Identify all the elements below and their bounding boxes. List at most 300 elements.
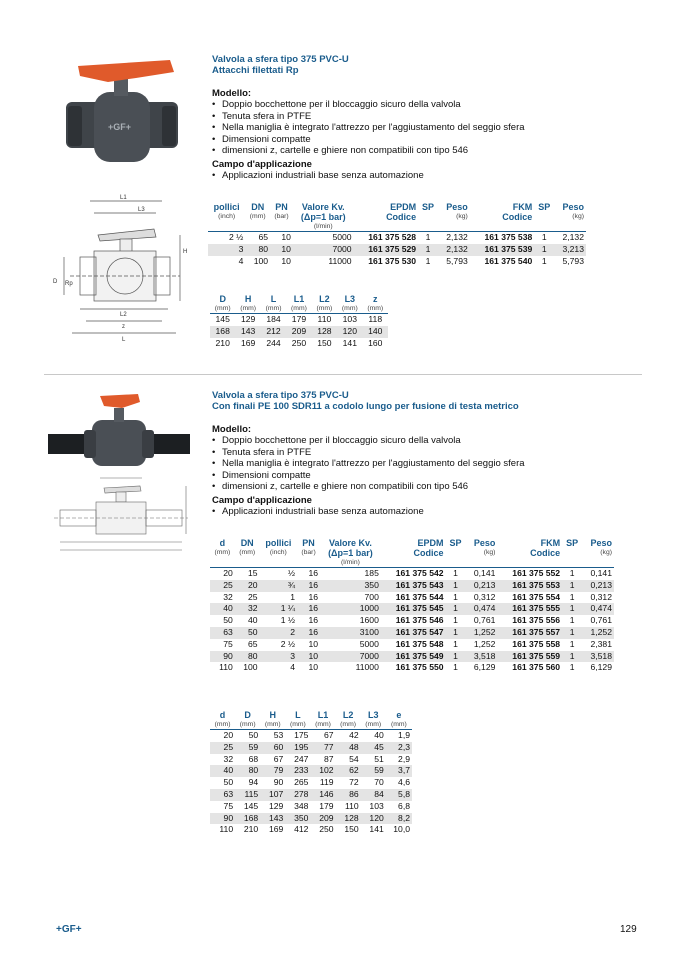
cell: 4 bbox=[238, 255, 244, 266]
col-header: Codice bbox=[413, 548, 444, 558]
cell: 1 ½ bbox=[280, 615, 296, 626]
col-header: D bbox=[219, 294, 226, 304]
cell: 2,381 bbox=[590, 638, 612, 649]
col-unit: (mm) bbox=[285, 720, 310, 730]
cell: 8,2 bbox=[386, 813, 412, 825]
cell: 90 bbox=[210, 813, 235, 825]
cell: 210 bbox=[215, 337, 230, 348]
label-l3: L3 bbox=[138, 207, 145, 213]
col-header: SP bbox=[449, 538, 462, 548]
col-unit: (mm) bbox=[336, 720, 361, 730]
cell: 1 bbox=[562, 651, 582, 663]
cell: 3 bbox=[260, 651, 297, 663]
section-title: Valvola a sfera tipo 375 PVC-U bbox=[212, 54, 349, 65]
cell: 86 bbox=[336, 789, 361, 801]
table-row bbox=[210, 824, 412, 836]
col-header: e bbox=[396, 710, 402, 720]
dimensions-table bbox=[210, 294, 388, 349]
cell: 1 bbox=[569, 662, 575, 673]
cell: 128 bbox=[336, 813, 361, 825]
cell: 161 375 550 bbox=[395, 662, 444, 673]
cell: 90 bbox=[210, 651, 235, 663]
section-subtitle: Attacchi filettati Rp bbox=[212, 65, 299, 76]
cell: 120 bbox=[361, 813, 386, 825]
col-unit: (kg) bbox=[572, 213, 584, 220]
valve-photo bbox=[58, 54, 188, 172]
label-d: D bbox=[53, 279, 58, 285]
cell: 84 bbox=[361, 789, 386, 801]
section-title: Valvola a sfera tipo 375 PVC-U bbox=[212, 390, 349, 401]
cell: 32 bbox=[235, 603, 260, 615]
col-unit: (mm) bbox=[310, 720, 335, 730]
col-unit: (mm) bbox=[210, 720, 235, 730]
cell: 1 bbox=[569, 638, 575, 649]
section-subtitle: Con finali PE 100 SDR11 a codolo lungo per fusione di testa metrico bbox=[212, 401, 519, 412]
cell: 4 bbox=[290, 662, 296, 673]
cell: 65 bbox=[248, 638, 258, 649]
cell: 128 bbox=[312, 326, 337, 338]
col-unit: (mm) bbox=[363, 304, 388, 314]
valve-photo bbox=[44, 390, 194, 472]
col-header: D bbox=[244, 710, 251, 720]
label-l: L bbox=[122, 337, 126, 343]
cell: 161 375 547 bbox=[381, 627, 446, 639]
cell: 2 bbox=[260, 627, 297, 639]
cell: 2,132 bbox=[446, 232, 468, 242]
cell: 10 bbox=[308, 662, 318, 673]
cell: 278 bbox=[285, 789, 310, 801]
cell: 20 bbox=[223, 730, 234, 740]
cell: 16 bbox=[308, 615, 318, 626]
col-header: EPDM bbox=[417, 538, 444, 548]
brand-logo: +GF+ bbox=[56, 924, 82, 935]
cell: 1 bbox=[541, 255, 547, 266]
table-row bbox=[210, 639, 614, 651]
cell: 107 bbox=[260, 789, 285, 801]
cell: 0,213 bbox=[582, 580, 614, 592]
cell: 40 bbox=[210, 603, 235, 615]
col-header: FKM bbox=[540, 538, 561, 548]
cell: 7000 bbox=[293, 244, 354, 256]
cell: 40 bbox=[248, 615, 258, 626]
cell: 50 bbox=[248, 730, 259, 740]
cell: 161 375 530 bbox=[368, 255, 417, 266]
cell: 161 375 555 bbox=[497, 603, 562, 615]
cell: 11000 bbox=[328, 255, 352, 266]
col-unit: (mm) bbox=[260, 720, 285, 730]
cell: 16 bbox=[297, 603, 320, 615]
col-header: L3 bbox=[344, 294, 356, 304]
cell: 1,252 bbox=[473, 638, 496, 649]
cell: 161 375 545 bbox=[381, 603, 446, 615]
cell: 168 bbox=[210, 326, 235, 338]
cell: 48 bbox=[336, 742, 361, 754]
col-header: PN bbox=[302, 538, 315, 548]
cell: 3100 bbox=[320, 627, 381, 639]
list-item: • Nella maniglia è integrato l'attrezzo per l'aggiustamento del seggio sfera bbox=[212, 458, 652, 470]
table-row bbox=[210, 742, 412, 754]
cell: 50 bbox=[223, 615, 233, 626]
cell: 1 bbox=[541, 232, 547, 242]
cell: 32 bbox=[223, 591, 233, 602]
codes-table bbox=[208, 202, 586, 267]
campo-list bbox=[212, 506, 652, 518]
list-item: • Dimensioni compatte bbox=[212, 470, 652, 482]
cell: 16 bbox=[308, 591, 318, 602]
col-header: L1 bbox=[293, 294, 305, 304]
cell: 2,132 bbox=[438, 244, 470, 256]
cell: 77 bbox=[310, 742, 335, 754]
cell: 150 bbox=[344, 824, 359, 835]
cell: 350 bbox=[285, 813, 310, 825]
cell: 129 bbox=[268, 800, 284, 811]
cell: 161 375 542 bbox=[395, 568, 444, 578]
cell: 6,129 bbox=[590, 662, 612, 673]
col-header: SP bbox=[566, 538, 579, 548]
table-row bbox=[208, 244, 586, 256]
modello-heading: Modello: bbox=[212, 88, 252, 99]
cell: 2,3 bbox=[386, 742, 412, 754]
cell: 179 bbox=[291, 314, 307, 324]
cell: 110 bbox=[219, 662, 233, 673]
col-header: (Δp=1 bar) bbox=[328, 548, 373, 558]
col-header: d bbox=[219, 538, 226, 548]
cell: 3,518 bbox=[582, 651, 614, 663]
modello-list bbox=[212, 435, 652, 493]
col-header: Codice bbox=[530, 548, 561, 558]
list-item: • Doppio bocchettone per il bloccaggio sicuro della valvola bbox=[212, 99, 652, 111]
cell: 118 bbox=[368, 314, 383, 324]
cell: 1,252 bbox=[466, 627, 498, 639]
cell: 16 bbox=[297, 580, 320, 592]
cell: 161 375 558 bbox=[512, 638, 561, 649]
col-unit: (kg) bbox=[456, 213, 468, 220]
cell: 161 375 559 bbox=[497, 651, 562, 663]
col-unit: (mm) bbox=[312, 304, 337, 314]
table-row bbox=[210, 580, 614, 592]
table-row bbox=[210, 314, 388, 326]
table-row bbox=[210, 765, 412, 777]
label-z: z bbox=[122, 324, 125, 330]
section-divider bbox=[44, 374, 642, 375]
cell: 1000 bbox=[320, 603, 381, 615]
cell: 5000 bbox=[332, 232, 352, 242]
col-unit: (kg) bbox=[483, 549, 496, 556]
cell: 160 bbox=[368, 337, 383, 348]
cell: 1 bbox=[453, 615, 458, 626]
col-unit: (mm) bbox=[239, 549, 256, 556]
label-l1: L1 bbox=[120, 195, 127, 201]
col-header: SP bbox=[422, 202, 435, 212]
col-unit: (mm) bbox=[235, 304, 260, 314]
cell: 150 bbox=[317, 337, 332, 348]
col-header: L bbox=[270, 294, 277, 304]
table-row bbox=[210, 777, 412, 789]
table-row bbox=[208, 232, 586, 244]
section-1 bbox=[0, 0, 678, 375]
cell: 1 bbox=[453, 662, 458, 673]
campo-list bbox=[212, 170, 652, 182]
cell: 161 375 548 bbox=[395, 638, 444, 649]
cell: 1 bbox=[446, 603, 466, 615]
cell: 184 bbox=[266, 314, 281, 324]
col-header: L2 bbox=[319, 294, 330, 304]
list-item: • Doppio bocchettone per il bloccaggio sicuro della valvola bbox=[212, 435, 652, 447]
cell: 175 bbox=[294, 730, 309, 740]
cell: 2 ½ bbox=[229, 232, 244, 242]
col-header: DN bbox=[251, 202, 265, 212]
col-unit: (mm) bbox=[235, 720, 260, 730]
cell: 94 bbox=[248, 777, 259, 788]
cell: 72 bbox=[349, 777, 359, 788]
cell: 110 bbox=[219, 824, 234, 835]
cell: 3,518 bbox=[466, 651, 498, 663]
cell: 4,6 bbox=[398, 777, 410, 788]
page-number: 129 bbox=[620, 924, 637, 935]
col-unit: (mm) bbox=[261, 304, 286, 314]
cell: 20 bbox=[223, 568, 233, 578]
cell: 1 bbox=[562, 603, 582, 615]
cell: 1 bbox=[562, 580, 582, 592]
cell: 161 375 554 bbox=[512, 591, 561, 602]
cell: 141 bbox=[369, 824, 384, 835]
cell: 100 bbox=[253, 255, 269, 266]
cell: 1 bbox=[453, 568, 458, 578]
cell: 179 bbox=[319, 800, 334, 811]
table-row bbox=[210, 813, 412, 825]
cell: 1 bbox=[569, 591, 575, 602]
cell: 161 375 557 bbox=[497, 627, 562, 639]
col-header: Peso bbox=[473, 538, 496, 548]
col-header: Codice bbox=[502, 212, 533, 222]
cell: 10 bbox=[281, 232, 291, 242]
cell: 0,761 bbox=[590, 615, 612, 626]
table-row bbox=[210, 326, 388, 338]
list-item: • Nella maniglia è integrato l'attrezzo per l'aggiustamento del seggio sfera bbox=[212, 122, 652, 134]
col-header: EPDM bbox=[390, 202, 417, 212]
cell: 169 bbox=[268, 824, 284, 835]
cell: 1600 bbox=[359, 615, 379, 626]
col-header: DN bbox=[240, 538, 254, 548]
cell: 63 bbox=[210, 789, 235, 801]
cell: 45 bbox=[361, 742, 386, 754]
cell: ½ bbox=[287, 568, 296, 578]
cell: 1 bbox=[425, 255, 431, 266]
cell: 90 bbox=[273, 777, 284, 788]
col-unit: (mm) bbox=[386, 720, 412, 730]
cell: 161 375 528 bbox=[368, 232, 417, 242]
cell: 5,8 bbox=[386, 789, 412, 801]
cell: 75 bbox=[223, 638, 233, 649]
cell: 87 bbox=[323, 753, 334, 764]
col-header: z bbox=[373, 294, 378, 304]
cell: 32 bbox=[223, 753, 234, 764]
cell: 161 375 553 bbox=[497, 580, 562, 592]
section-2 bbox=[0, 376, 678, 876]
cell: 67 bbox=[273, 753, 284, 764]
cell: 212 bbox=[261, 326, 286, 338]
cell: 7000 bbox=[320, 651, 381, 663]
cell: 51 bbox=[374, 753, 384, 764]
cell: 161 375 544 bbox=[395, 591, 444, 602]
cell: 25 bbox=[210, 742, 235, 754]
table-row bbox=[210, 603, 614, 615]
cell: 161 375 546 bbox=[395, 615, 444, 626]
table-row bbox=[210, 615, 614, 627]
cell: 119 bbox=[319, 777, 334, 788]
cell: 1 bbox=[446, 627, 466, 639]
col-header: H bbox=[269, 710, 277, 720]
list-item: • Applicazioni industriali base senza automazione bbox=[212, 506, 652, 518]
cell: 146 bbox=[310, 789, 335, 801]
cell: 120 bbox=[337, 326, 362, 338]
col-unit: (mm) bbox=[210, 304, 235, 314]
col-unit: (l/min) bbox=[293, 222, 354, 232]
cell: 5,793 bbox=[446, 255, 468, 266]
cell: 40 bbox=[210, 765, 235, 777]
technical-drawing bbox=[50, 193, 192, 348]
table-row bbox=[210, 651, 614, 663]
cell: 16 bbox=[297, 627, 320, 639]
cell: 209 bbox=[310, 813, 335, 825]
cell: 1 bbox=[534, 244, 554, 256]
cell: 161 375 529 bbox=[354, 244, 418, 256]
table-row bbox=[210, 568, 614, 580]
cell: 54 bbox=[349, 753, 359, 764]
cell: 247 bbox=[294, 753, 309, 764]
col-header: Valore Kv. bbox=[301, 202, 345, 212]
cell: 348 bbox=[294, 800, 309, 811]
cell: 79 bbox=[260, 765, 285, 777]
table-row bbox=[210, 754, 412, 766]
cell: 110 bbox=[317, 314, 332, 324]
cell: 80 bbox=[245, 244, 270, 256]
cell: 1 bbox=[562, 627, 582, 639]
cell: 50 bbox=[235, 627, 260, 639]
cell: 2,9 bbox=[398, 753, 410, 764]
col-header: Codice bbox=[386, 212, 417, 222]
cell: 70 bbox=[374, 777, 384, 788]
campo-heading: Campo d'applicazione bbox=[212, 494, 312, 506]
cell: 195 bbox=[285, 742, 310, 754]
label-l2: L2 bbox=[120, 312, 127, 318]
cell: 10 bbox=[308, 638, 318, 649]
cell: 1 bbox=[418, 244, 438, 256]
cell: 210 bbox=[243, 824, 259, 835]
cell: 0,312 bbox=[590, 591, 612, 602]
cell: 1 bbox=[446, 651, 466, 663]
label-rp: Rp bbox=[65, 281, 73, 287]
cell: 5,793 bbox=[562, 255, 584, 266]
cell: 100 bbox=[243, 662, 258, 673]
cell: 10 bbox=[281, 255, 291, 266]
cell: 10 bbox=[297, 651, 320, 663]
col-unit: (bar) bbox=[301, 549, 316, 556]
cell: 0,761 bbox=[473, 615, 496, 626]
cell: 161 375 539 bbox=[470, 244, 534, 256]
col-header: H bbox=[244, 294, 252, 304]
cell: 6,129 bbox=[473, 662, 496, 673]
cell: 233 bbox=[285, 765, 310, 777]
cell: 2,132 bbox=[562, 232, 584, 242]
cell: 145 bbox=[243, 800, 259, 811]
col-unit: (mm) bbox=[337, 304, 362, 314]
cell: 16 bbox=[308, 568, 318, 578]
cell: 141 bbox=[342, 337, 357, 348]
cell: 40 bbox=[374, 730, 384, 740]
cell: 67 bbox=[323, 730, 334, 740]
cell: 700 bbox=[364, 591, 379, 602]
cell: 20 bbox=[235, 580, 260, 592]
cell: 15 bbox=[248, 568, 258, 578]
cell: 161 375 543 bbox=[381, 580, 446, 592]
cell: 10,0 bbox=[393, 824, 410, 835]
cell: 1,252 bbox=[582, 627, 614, 639]
cell: 265 bbox=[294, 777, 309, 788]
cell: 42 bbox=[349, 730, 359, 740]
cell: 143 bbox=[260, 813, 285, 825]
cell: 75 bbox=[223, 800, 234, 811]
cell: 168 bbox=[235, 813, 260, 825]
cell: 59 bbox=[235, 742, 260, 754]
col-unit: (inch) bbox=[218, 213, 236, 220]
modello-list bbox=[212, 99, 652, 157]
cell: 0,141 bbox=[473, 568, 496, 578]
codes-table bbox=[210, 538, 614, 674]
cell: 161 375 538 bbox=[484, 232, 533, 242]
cell: 1 bbox=[446, 580, 466, 592]
col-header: Peso bbox=[446, 202, 468, 212]
cell: 244 bbox=[266, 337, 281, 348]
cell: 25 bbox=[248, 591, 258, 602]
cell: 1 bbox=[569, 568, 575, 578]
col-header: L3 bbox=[367, 710, 379, 720]
cell: 3 bbox=[208, 244, 245, 256]
cell: 3,7 bbox=[386, 765, 412, 777]
cell: 161 375 540 bbox=[484, 255, 533, 266]
col-header: SP bbox=[538, 202, 551, 212]
cell: 350 bbox=[320, 580, 381, 592]
modello-heading: Modello: bbox=[212, 424, 252, 435]
cell: 11000 bbox=[355, 662, 379, 673]
cell: 103 bbox=[369, 800, 384, 811]
cell: 103 bbox=[342, 314, 357, 324]
dimensions-table bbox=[210, 710, 412, 836]
table-body bbox=[210, 730, 412, 837]
table-row bbox=[210, 789, 412, 801]
cell: 0,213 bbox=[466, 580, 498, 592]
cell: 102 bbox=[310, 765, 335, 777]
cell: 129 bbox=[240, 314, 256, 324]
list-item: • Tenuta sfera in PTFE bbox=[212, 111, 652, 123]
cell: 5000 bbox=[359, 638, 379, 649]
cell: 53 bbox=[273, 730, 284, 740]
cell: 161 375 552 bbox=[512, 568, 561, 578]
col-unit: (mm) bbox=[249, 213, 266, 220]
cell: 60 bbox=[260, 742, 285, 754]
cell: 1 bbox=[569, 615, 575, 626]
cell: 161 375 556 bbox=[512, 615, 561, 626]
table-row bbox=[210, 730, 412, 742]
col-header: L1 bbox=[317, 710, 329, 720]
cell: 145 bbox=[215, 314, 230, 324]
cell: 250 bbox=[319, 824, 334, 835]
cell: 1 bbox=[290, 591, 296, 602]
col-unit: (bar) bbox=[274, 213, 289, 220]
cell: 1 ¼ bbox=[260, 603, 297, 615]
cell: 65 bbox=[258, 232, 269, 242]
cell: 140 bbox=[363, 326, 388, 338]
